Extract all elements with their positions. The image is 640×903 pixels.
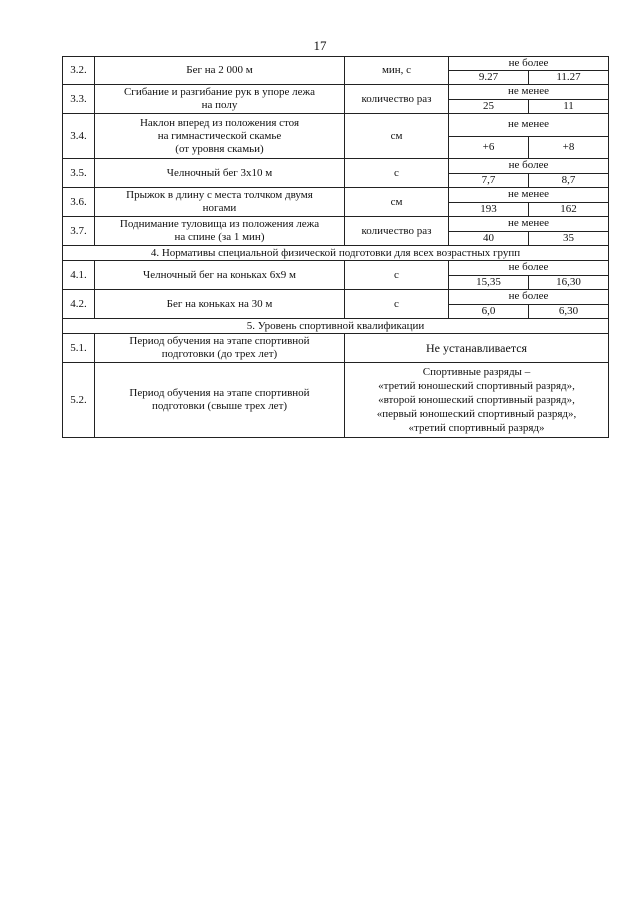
table-row (63, 363, 609, 438)
condition-cell: не более (449, 57, 609, 71)
unit-cell: количество раз (345, 85, 449, 114)
text-line: «второй юношеский спортивный разряд», (378, 394, 575, 406)
text-line: на спине (за 1 мин) (174, 231, 265, 243)
row-number: 5.1. (63, 334, 95, 363)
unit-cell: см (345, 114, 449, 159)
value-cell: 7,7 (449, 173, 529, 188)
value-cell: +8 (529, 136, 609, 159)
exercise-name (95, 261, 345, 290)
table-row (63, 85, 609, 100)
row-number: 3.7. (63, 217, 95, 246)
table-row (63, 188, 609, 203)
value-cell: 16,30 (529, 275, 609, 290)
table-row (63, 334, 609, 363)
text-line: Прыжок в длину с места толчком двумя (126, 189, 313, 201)
text-line: «первый юношеский спортивный разряд», (376, 408, 577, 420)
row-number: 4.1. (63, 261, 95, 290)
text-line: ногами (202, 202, 237, 214)
condition-cell: не менее (449, 85, 609, 100)
text-line: Челночный бег 3х10 м (166, 166, 273, 179)
unit-cell: количество раз (345, 217, 449, 246)
norms-table (62, 56, 609, 438)
value-cell: 35 (529, 231, 609, 246)
unit-cell: мин, с (345, 57, 449, 85)
exercise-name (95, 57, 345, 85)
table-row (63, 57, 609, 71)
value-cell: 6,0 (449, 304, 529, 319)
unit-cell: с (345, 290, 449, 319)
table-row (63, 261, 609, 276)
condition-cell: не более (449, 261, 609, 276)
text-line: Период обучения на этапе спортивной (129, 387, 310, 399)
text-line: подготовки (свыше трех лет) (151, 400, 288, 412)
value-cell: 25 (449, 99, 529, 114)
text-line: подготовки (до трех лет) (161, 348, 278, 360)
row-number: 3.4. (63, 114, 95, 159)
exercise-name (95, 363, 345, 438)
row-number: 3.3. (63, 85, 95, 114)
condition-cell: не более (449, 159, 609, 174)
text-line: «третий юношеский спортивный разряд», (378, 380, 575, 392)
text-line: на гимнастической скамье (157, 129, 282, 142)
value-cell: 162 (529, 202, 609, 217)
exercise-name (95, 85, 345, 114)
value-cell: 15,35 (449, 275, 529, 290)
condition-cell: не менее (449, 114, 609, 137)
unit-cell: с (345, 159, 449, 188)
text-line: Челночный бег на коньках 6х9 м (143, 268, 296, 281)
exercise-name (95, 217, 345, 246)
condition-cell: не более (449, 290, 609, 305)
page-number: 17 (313, 38, 327, 53)
text-line: «третий спортивный разряд» (408, 422, 545, 434)
table-row (63, 217, 609, 232)
condition-cell: не менее (449, 217, 609, 232)
value-cell: 11 (529, 99, 609, 114)
exercise-name (95, 334, 345, 363)
text-line: Спортивные разряды – (422, 366, 531, 378)
text-line: Бег на коньках на 30 м (166, 297, 273, 310)
table-row (63, 159, 609, 174)
exercise-name (95, 290, 345, 319)
value-cell: 9.27 (449, 71, 529, 85)
value-cell: 6,30 (529, 304, 609, 319)
qualification-value (345, 363, 609, 438)
row-number: 5.2. (63, 363, 95, 438)
section-title: 5. Уровень спортивной квалификации (63, 319, 609, 334)
condition-cell: не менее (449, 188, 609, 203)
value-cell: 40 (449, 231, 529, 246)
qualification-value: Не устанавливается (345, 334, 609, 363)
row-number: 3.2. (63, 57, 95, 85)
text-line: на полу (201, 99, 238, 111)
text-line: Поднимание туловища из положения лежа (119, 218, 320, 230)
unit-cell: см (345, 188, 449, 217)
table-row (63, 114, 609, 137)
table-row (63, 290, 609, 305)
exercise-name (95, 188, 345, 217)
section-title: 4. Нормативы специальной физической подготовки для всех возрастных групп (63, 246, 609, 261)
row-number: 3.6. (63, 188, 95, 217)
text-line: Период обучения на этапе спортивной (129, 335, 310, 347)
value-cell: +6 (449, 136, 529, 159)
value-cell: 193 (449, 202, 529, 217)
value-cell: 11.27 (529, 71, 609, 85)
text-line: Бег на 2 000 м (186, 64, 253, 76)
text-line: Сгибание и разгибание рук в упоре лежа (123, 86, 316, 98)
text-line: (от уровня скамьи) (175, 142, 264, 155)
section-row (63, 319, 609, 334)
value-cell: 8,7 (529, 173, 609, 188)
exercise-name (95, 159, 345, 188)
row-number: 3.5. (63, 159, 95, 188)
row-number: 4.2. (63, 290, 95, 319)
section-row (63, 246, 609, 261)
text-line: Наклон вперед из положения стоя (139, 116, 300, 129)
unit-cell: с (345, 261, 449, 290)
exercise-name (95, 114, 345, 159)
